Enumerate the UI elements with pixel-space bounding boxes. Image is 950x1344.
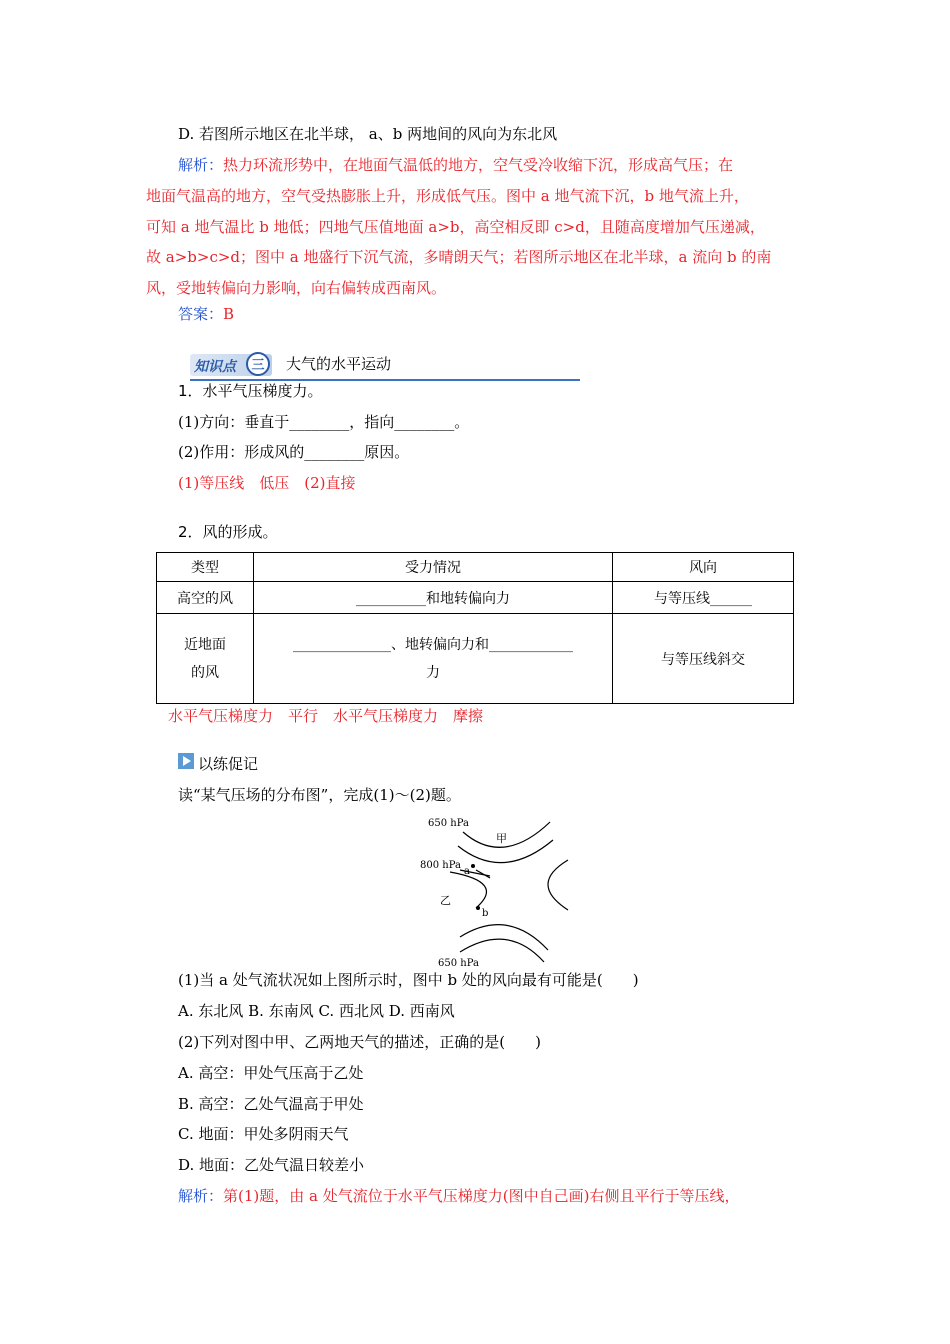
- analysis-line-1: [178, 155, 733, 175]
- label-jia: 甲: [496, 832, 507, 845]
- section-number: 三: [246, 352, 270, 376]
- table-row-surface: [157, 614, 794, 704]
- label-800: 800 hPa: [420, 860, 461, 871]
- section-banner: [190, 352, 580, 382]
- cell-upper-force: __________和地转偏向力: [254, 582, 613, 614]
- practice-analysis-label: 解析：: [178, 1187, 224, 1205]
- header-type: 类型: [157, 553, 254, 582]
- cell-surface-type-line2: 的风: [191, 664, 219, 681]
- item1-direction: (1)方向：垂直于________，指向________。: [178, 413, 470, 431]
- question-2-option-c: C. 地面：甲处多阴雨天气: [178, 1125, 349, 1143]
- question-2-option-a: A. 高空：甲处气压高于乙处: [178, 1064, 364, 1082]
- pressure-field-figure: [418, 812, 578, 970]
- table-header-row: [157, 553, 794, 582]
- cell-surface-direction: 与等压线斜交: [613, 614, 794, 704]
- analysis-line-3: 可知 a 地气温比 b 地低；四地气压值地面 a>b，高空相反即 c>d，且随高度增加气压递减，: [146, 218, 765, 236]
- isobar-bottom-inner: [460, 925, 548, 950]
- item1-heading: 1．水平气压梯度力。: [178, 382, 323, 400]
- section-badge-text: 知识点: [194, 359, 236, 375]
- header-direction: 风向: [613, 553, 794, 582]
- label-b: b: [482, 908, 489, 919]
- cell-surface-force-line2: 力: [426, 664, 440, 681]
- header-force: 受力情况: [254, 553, 613, 582]
- label-650-top: 650 hPa: [428, 818, 469, 829]
- isobar-left-curve: [450, 872, 486, 908]
- cell-upper-type: 高空的风: [157, 582, 254, 614]
- question-2: (2)下列对图中甲、乙两地天气的描述，正确的是( ): [178, 1033, 541, 1051]
- analysis-line-2: 地面气温高的地方，空气受热膨胀上升，形成低气压。图中 a 地气流下沉，b 地气流上升，: [146, 187, 749, 205]
- label-yi: 乙: [440, 894, 451, 907]
- item2-answer: 水平气压梯度力 平行 水平气压梯度力 摩擦: [168, 707, 484, 725]
- cell-upper-direction: 与等压线______: [613, 582, 794, 614]
- answer-value: B: [223, 305, 235, 323]
- cell-surface-type-line1: 近地面: [184, 636, 226, 653]
- question-2-option-b: B. 高空：乙处气温高于甲处: [178, 1095, 364, 1113]
- question-1-options: A. 东北风 B. 东南风 C. 西北风 D. 西南风: [178, 1002, 455, 1020]
- section-title: 大气的水平运动: [286, 355, 392, 373]
- point-a-dot: [471, 864, 475, 868]
- analysis-line-4: 故 a>b>c>d；图中 a 地盛行下沉气流，多晴朗天气；若图所示地区在北半球，a 流向 b 的南: [146, 248, 772, 266]
- analysis-label: 解析：: [178, 156, 224, 174]
- item2-heading: 2．风的形成。: [178, 523, 278, 541]
- cell-surface-force-line1: ______________、地转偏向力和____________: [293, 636, 573, 653]
- label-650-bottom: 650 hPa: [438, 958, 479, 969]
- answer-label: 答案：: [178, 305, 224, 323]
- cell-surface-type: [157, 614, 254, 704]
- play-icon: [178, 753, 194, 769]
- table-row-upper: [157, 582, 794, 614]
- item1-effect: (2)作用：形成风的________原因。: [178, 443, 410, 461]
- practice-heading: 以练促记: [198, 755, 259, 773]
- practice-analysis-text: 第(1)题，由 a 处气流位于水平气压梯度力(图中自己画)右侧且平行于等压线，: [223, 1187, 740, 1205]
- item1-answer: (1)等压线 低压 (2)直接: [178, 474, 356, 492]
- wind-formation-table: [156, 552, 794, 704]
- analysis-line-5: 风，受地转偏向力影响，向右偏转成西南风。: [146, 279, 447, 297]
- practice-analysis: [178, 1186, 739, 1206]
- question-2-option-d: D. 地面：乙处气温日较差小: [178, 1156, 365, 1174]
- option-d: D. 若图所示地区在北半球， a、b 两地间的风向为东北风: [178, 125, 558, 143]
- practice-intro: 读“某气压场的分布图”，完成(1)～(2)题。: [178, 786, 461, 804]
- analysis-text-1: 热力环流形势中，在地面气温低的地方，空气受冷收缩下沉，形成高气压；在: [223, 156, 734, 174]
- point-b-dot: [476, 906, 480, 910]
- answer-line: [178, 304, 234, 324]
- isobar-right: [548, 860, 568, 910]
- question-1: (1)当 a 处气流状况如上图所示时，图中 b 处的风向最有可能是( ): [178, 971, 639, 989]
- cell-surface-force: [254, 614, 613, 704]
- label-a: a: [464, 866, 470, 877]
